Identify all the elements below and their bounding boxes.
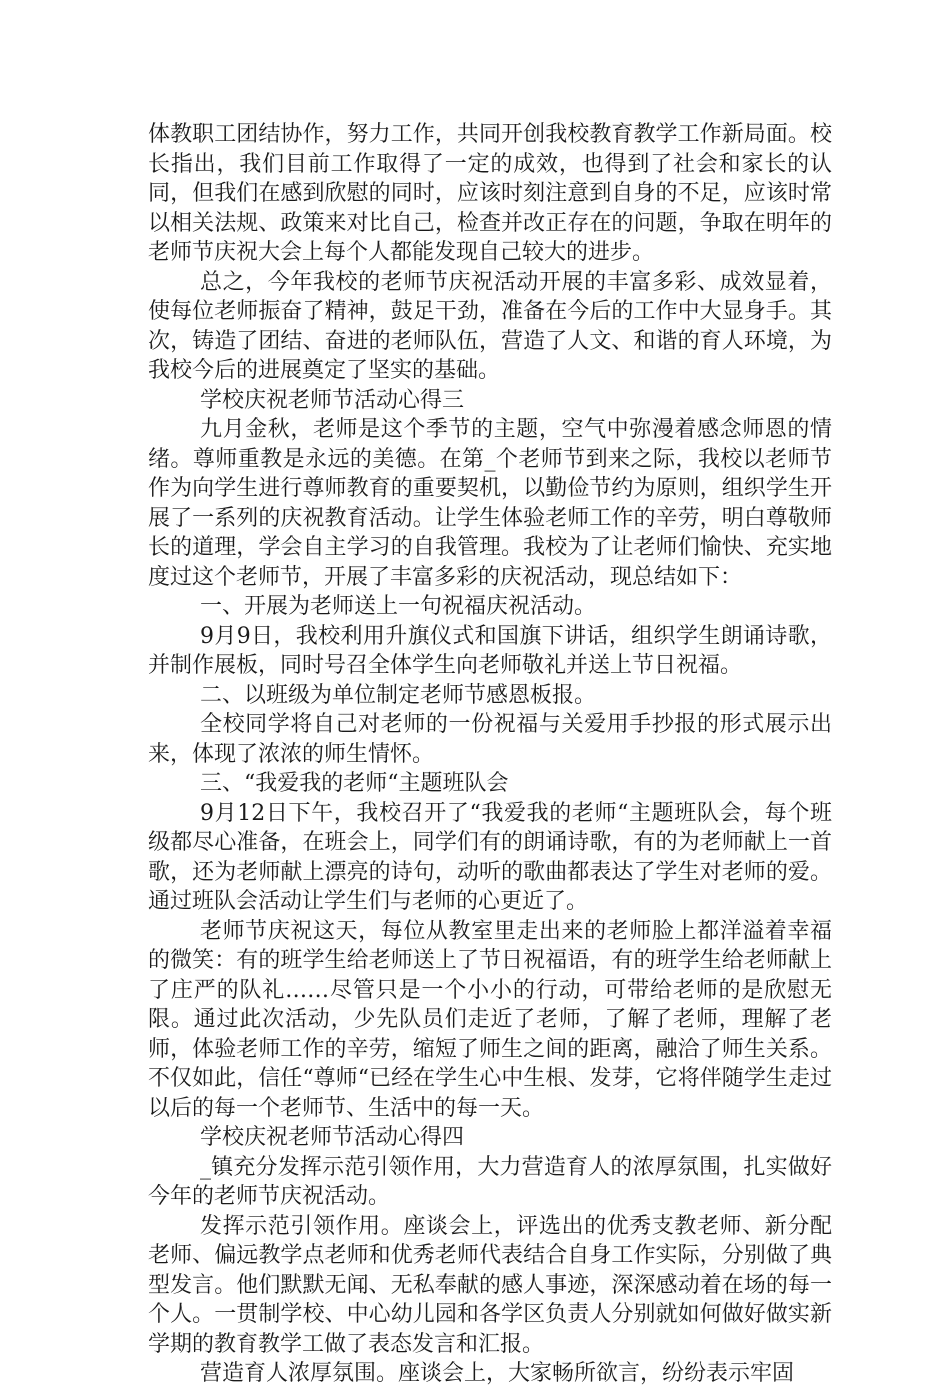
section-heading: 学校庆祝老师节活动心得三 [200,387,465,413]
paragraph: 九月金秋，老师是这个季节的主题，空气中弥漫着感念师恩的情绪。尊师重教是永远的美德。在第_个老师节到来之际，我校以老师节作为向学生进行尊师教育的重要契机，以勤俭节约为原则，组织学生开展了一系列的庆祝教育活动。让学生体验老师工作的辛劳，明白尊敬师长的道理，学会自主学习的自我管理。我校为了让老师们愉快、充实地度过这个老师节，开展了丰富多彩的庆祝活动，现总结如下： [148,417,832,590]
paragraph: 总之，今年我校的老师节庆祝活动开展的丰富多彩、成效显着，使每位老师振奋了精神，鼓足干劲，准备在今后的工作中大显身手。其次，铸造了团结、奋进的老师队伍，营造了人文、和谐的育人环境，为我校今后的进展奠定了坚实的基础。 [148,269,832,383]
paragraph: 全校同学将自己对老师的一份祝福与关爱用手抄报的形式展示出来，体现了浓浓的师生情怀。 [148,712,832,767]
paragraph: 营造育人浓厚氛围。座谈会上，大家畅所欲言，纷纷表示牢固 [200,1361,795,1386]
paragraph: 二、以班级为单位制定老师节感恩板报。 [200,682,597,708]
paragraph: 体教职工团结协作，努力工作，共同开创我校教育教学工作新局面。校长指出，我们目前工作取得了一定的成效，也得到了社会和家长的认同，但我们在感到欣慰的同时，应该时刻注意到自身的不足，应该时常以相关法规、政策来对比自己，检查并改正存在的问题，争取在明年的老师节庆祝大会上每个人都能发现自己较大的进步。 [148,122,832,265]
paragraph: 发挥示范引领作用。座谈会上，评选出的优秀支教老师、新分配老师、偏远教学点老师和优秀老师代表结合自身工作实际，分别做了典型发言。他们默默无闻、无私奉献的感人事迹，深深感动着在场的每一个人。一贯制学校、中心幼儿园和各学区负责人分别就如何做好做实新学期的教育教学工做了表态发言和汇报。 [148,1213,832,1357]
paragraph: 9月12日下午，我校召开了“我爱我的老师“主题班队会，每个班级都尽心准备，在班会上，同学们有的朗诵诗歌，有的为老师献上一首歌，还为老师献上漂亮的诗句，动听的歌曲都表达了学生对老师的爱。通过班队会活动让学生们与老师的心更近了。 [148,800,832,914]
paragraph: 三、“我爱我的老师“主题班队会 [200,771,509,796]
document-page [148,120,832,1389]
section-heading: 学校庆祝老师节活动心得四 [200,1125,465,1150]
paragraph: 9月9日，我校利用升旗仪式和国旗下讲话，组织学生朗诵诗歌，并制作展板，同时号召全体学生向老师敬礼并送上节日祝福。 [148,623,832,678]
paragraph: 一、开展为老师送上一句祝福庆祝活动。 [200,594,597,619]
paragraph: _镇充分发挥示范引领作用，大力营造育人的浓厚氛围，扎实做好今年的老师节庆祝活动。 [148,1154,832,1209]
paragraph: 老师节庆祝这天，每位从教室里走出来的老师脸上都洋溢着幸福的微笑：有的班学生给老师送上了节日祝福语，有的班学生给老师献上了庄严的队礼……尽管只是一个小小的行动，可带给老师的是欣慰无限。通过此次活动，少先队员们走近了老师，了解了老师，理解了老师，体验老师工作的辛劳，缩短了师生之间的距离，融洽了师生关系。不仅如此，信任“尊师“已经在学生心中生根、发芽，它将伴随学生走过以后的每一个老师节、生活中的每一天。 [148,918,832,1121]
